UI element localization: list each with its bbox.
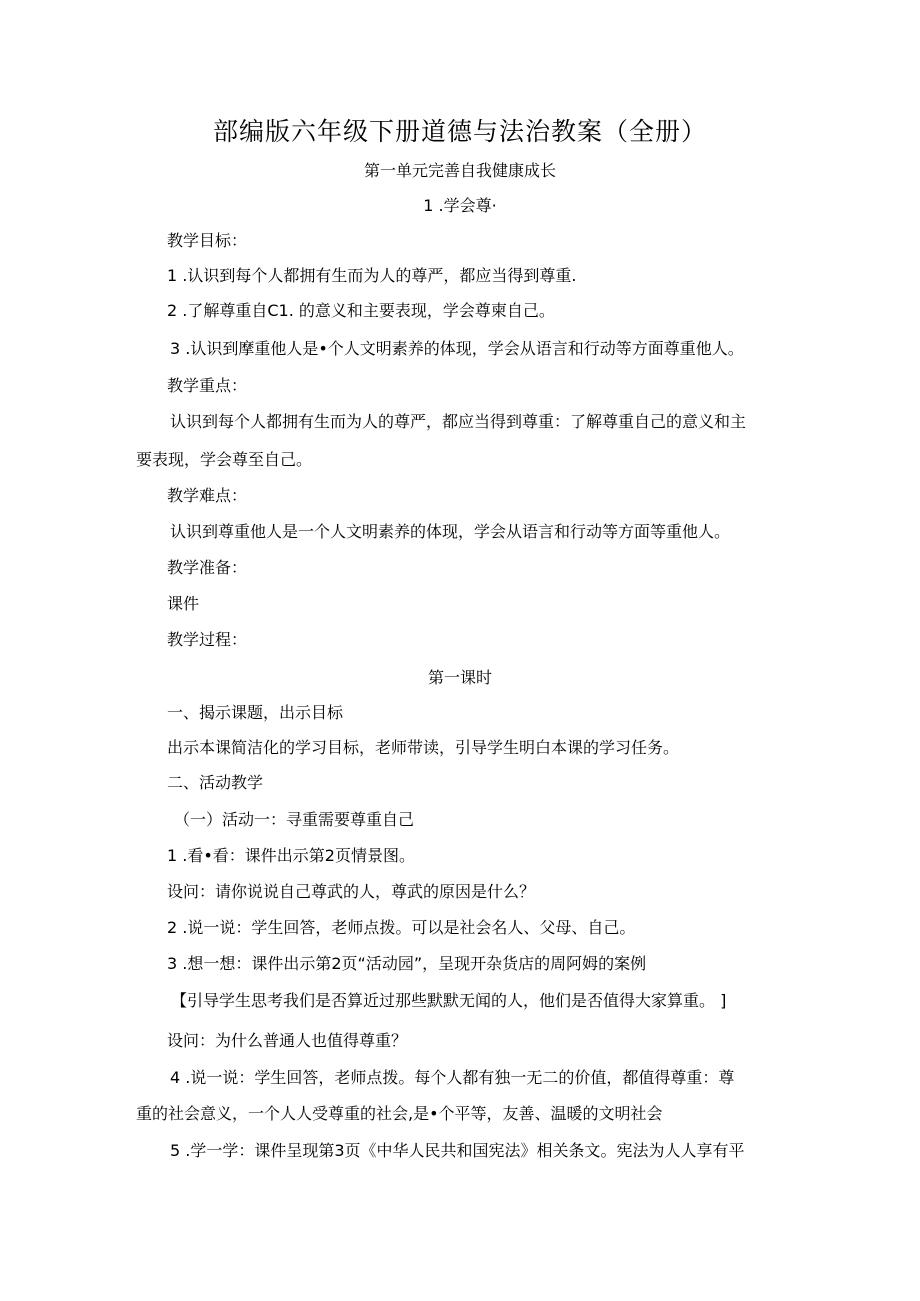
key-points-line: 要表现，学会尊至自己。 — [136, 450, 313, 469]
unit-title: 第一单元完善自我健康成长 — [363, 161, 556, 180]
key-heading: 教学重点： — [167, 376, 248, 395]
question-line: 设问：为什么普通人也值得尊重？ — [167, 1031, 408, 1050]
prep-heading: 教学准备： — [167, 558, 248, 577]
step-item: 1 .看•看：课件出示第2页情景图。 — [167, 846, 415, 865]
step-item-line: 4 .说一说：学生回答，老师点拨。每个人都有独一无二的价值，都值得尊重：尊 — [170, 1068, 735, 1087]
question-line: 设问：请你说说自己尊武的人，尊武的原因是什么？ — [167, 882, 536, 901]
lesson-title: 1 .学会尊· — [423, 196, 497, 215]
process-heading: 教学过程： — [167, 630, 248, 649]
goals-heading: 教学目标： — [167, 231, 248, 250]
step-item: 5 .学一学：课件呈现第3页《中华人民共和国宪法》相关条文。宪法为人人享有平 — [170, 1141, 745, 1160]
step-item: 3 .想一想：课件出示第2页“活动园”，呈现开杂货店的周阿姆的案例 — [167, 954, 647, 973]
document-title: 部编版六年级下册道德与法治教案（全册） — [212, 117, 707, 146]
section1-text: 出示本课简洁化的学习目标，老师带读，引导学生明白本课的学习任务。 — [167, 738, 680, 757]
step-item: 2 .说一说：学生回答，老师点拨。可以是社会名人、父母、自己。 — [167, 918, 636, 937]
goal-item: 3 .认识到摩重他人是•个人文明素养的体现，学会从语言和行动等方面尊重他人。 — [170, 339, 744, 358]
goal-item: 2 .了解尊重自C1. 的意义和主要表现，学会尊柬自己。 — [167, 301, 555, 320]
difficulty-text: 认识到尊重他人是一个人文明素养的体现，学会从语言和行动等方面等重他人。 — [170, 522, 731, 541]
activity1-heading: （一）活动一：寻重需要尊重自己 — [174, 810, 415, 829]
section2-heading: 二、活动教学 — [167, 773, 264, 792]
goal-item: 1 .认识到每个人都拥有生而为人的尊严，都应当得到尊重. — [167, 266, 577, 285]
section1-heading: 一、揭示课题，出示目标 — [167, 703, 344, 722]
difficulty-heading: 教学难点： — [167, 486, 248, 505]
prep-text: 课件 — [167, 594, 200, 613]
key-points-line: 认识到每个人都拥有生而为人的尊严，都应当得到尊重：了解尊重自己的意义和主 — [170, 412, 747, 431]
guide-note: 【引导学生思考我们是否算近过那些默默无闻的人，他们是否值得大家算重。 ] — [171, 991, 727, 1010]
step-item-line: 重的社会意义，一个人人受尊重的社会,是•个平等，友善、温暖的文明社会 — [136, 1104, 663, 1123]
session-title: 第一课时 — [427, 668, 492, 687]
